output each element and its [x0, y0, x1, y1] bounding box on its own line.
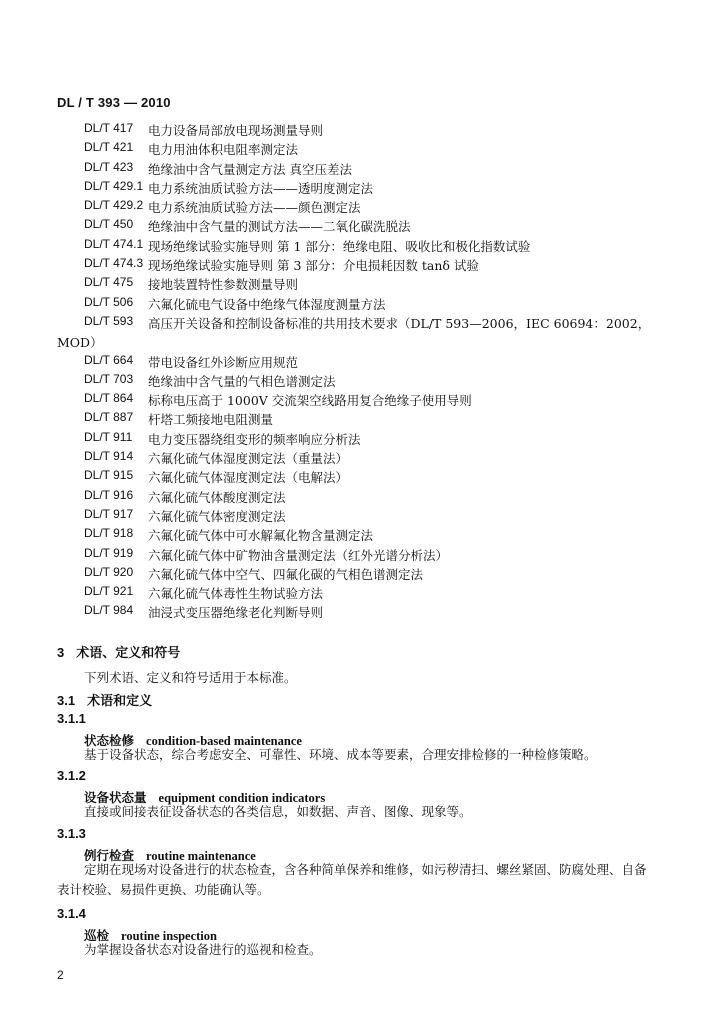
- reference-item: [0, 275, 701, 294]
- term-definition: 定期在现场对设备进行的状态检查，含各种简单保养和维修，如污秽清扫、螺丝紧固、防腐处理、自备表计校验、易损件更换、功能确认等。: [57, 862, 647, 897]
- reference-item: [0, 121, 701, 140]
- reference-title: 高压开关设备和控制设备标准的共用技术要求（DL/T 593—2006，IEC 60694：2002，: [148, 315, 651, 331]
- section-title: 术语、定义和符号: [76, 646, 181, 661]
- reference-code: DL/T 475: [84, 275, 134, 290]
- reference-code: DL/T 423: [84, 159, 134, 174]
- reference-item: [0, 256, 701, 275]
- term-en: routine maintenance: [146, 849, 256, 863]
- reference-item: [0, 565, 701, 584]
- reference-item: [0, 430, 701, 449]
- reference-item: [0, 160, 701, 179]
- reference-title: 绝缘油中含气量的气相色谱测定法: [148, 373, 336, 389]
- page-number: 2: [57, 968, 64, 982]
- reference-title: 油浸式变压器绝缘老化判断导则: [148, 605, 324, 621]
- reference-code: DL/T 506: [84, 294, 134, 309]
- term-definition: 直接或间接表征设备状态的各类信息，如数据、声音、图像、现象等。: [84, 804, 472, 819]
- term-zh: 状态检修: [84, 733, 135, 748]
- reference-title: 六氟化硫气体湿度测定法（电解法）: [148, 470, 349, 486]
- reference-title: 电力用油体积电阻率测定法: [148, 142, 299, 158]
- reference-item: [0, 507, 701, 526]
- reference-title: 现场绝缘试验实施导则 第 3 部分：介电损耗因数 tanδ 试验: [148, 258, 479, 274]
- reference-code: DL/T 593: [84, 313, 134, 328]
- reference-code: DL/T 417: [84, 121, 134, 135]
- term-number-text: 3.1.3: [57, 826, 86, 841]
- term-definition: 为掌握设备状态对设备进行的巡视和检查。: [84, 942, 322, 957]
- term-zh: 例行检查: [84, 848, 135, 863]
- term-en: equipment condition indicators: [158, 791, 326, 805]
- reference-code: DL/T 703: [84, 371, 134, 386]
- reference-title: 六氟化硫电气设备中绝缘气体湿度测量方法: [148, 296, 386, 312]
- term-number: [57, 826, 86, 842]
- reference-code: DL/T 864: [84, 391, 134, 406]
- reference-title: 电力系统油质试验方法——透明度测定法: [148, 180, 374, 196]
- reference-title: 绝缘油中含气量的测试方法——二氧化碳洗脱法: [148, 219, 411, 235]
- reference-title: 电力系统油质试验方法——颜色测定法: [148, 200, 361, 216]
- reference-title: 六氟化硫气体中可水解氟化物含量测定法: [148, 528, 374, 544]
- section-number: 3: [57, 645, 65, 660]
- reference-code: DL/T 474.3: [84, 256, 144, 271]
- reference-title: 接地装置特性参数测量导则: [148, 277, 299, 293]
- reference-code: DL/T 921: [84, 584, 134, 599]
- reference-item: [0, 468, 701, 487]
- term-en: condition-based maintenance: [146, 734, 302, 748]
- reference-code: DL/T 421: [84, 140, 134, 155]
- term-zh: 设备状态量: [84, 790, 147, 805]
- subsection-number: 3.1: [57, 693, 76, 708]
- term-zh: 巡检: [84, 928, 110, 943]
- reference-item: [0, 179, 701, 198]
- term-number: [57, 906, 86, 922]
- section-3-heading: [57, 642, 180, 661]
- reference-code: DL/T 916: [84, 487, 134, 502]
- term-number-text: 3.1.4: [57, 906, 86, 921]
- reference-item: [0, 584, 701, 603]
- reference-title: 标称电压高于 1000V 交流架空线路用复合绝缘子使用导则: [148, 393, 472, 409]
- reference-item: [0, 410, 701, 429]
- reference-title: 电力设备局部放电现场测量导则: [148, 123, 324, 138]
- reference-item: [0, 449, 701, 468]
- reference-item: [0, 353, 701, 372]
- term-number: [57, 768, 86, 784]
- reference-title-continuation: MOD）: [57, 335, 103, 351]
- reference-code: DL/T 984: [84, 603, 134, 618]
- reference-item: [0, 140, 701, 159]
- section-intro: 下列术语、定义和符号适用于本标准。: [84, 670, 297, 685]
- term-number-text: 3.1.1: [57, 711, 86, 726]
- term-number-text: 3.1.2: [57, 768, 86, 783]
- reference-code: DL/T 450: [84, 217, 134, 232]
- reference-code: DL/T 919: [84, 545, 134, 560]
- reference-item: [0, 391, 701, 410]
- reference-item: [0, 603, 701, 622]
- reference-code: DL/T 917: [84, 506, 134, 521]
- normative-references-list: [0, 121, 701, 623]
- reference-title: 六氟化硫气体酸度测定法: [148, 489, 286, 505]
- reference-item: [0, 488, 701, 507]
- reference-title: 六氟化硫气体密度测定法: [148, 508, 286, 524]
- reference-title: 六氟化硫气体中空气、四氟化碳的气相色谱测定法: [148, 566, 424, 582]
- reference-code: DL/T 474.1: [84, 236, 144, 251]
- reference-item: [0, 295, 701, 314]
- reference-item: [0, 314, 701, 353]
- reference-code: DL/T 429.2: [84, 198, 144, 213]
- reference-title: 带电设备红外诊断应用规范: [148, 354, 299, 370]
- reference-item: [0, 217, 701, 236]
- standard-header: DL / T 393 — 2010: [57, 95, 171, 110]
- reference-code: DL/T 911: [84, 429, 133, 444]
- reference-code: DL/T 920: [84, 564, 134, 579]
- term-en: routine inspection: [121, 929, 217, 943]
- subsection-title: 术语和定义: [87, 694, 153, 709]
- reference-title: 绝缘油中含气量测定方法 真空压差法: [148, 161, 352, 177]
- reference-code: DL/T 918: [84, 526, 134, 541]
- term-number: [57, 711, 86, 727]
- reference-code: DL/T 887: [84, 410, 134, 425]
- term-definition: 基于设备状态，综合考虑安全、可靠性、环境、成本等要素，合理安排检修的一种检修策略。: [84, 747, 597, 762]
- reference-code: DL/T 429.1: [84, 178, 144, 193]
- reference-code: DL/T 914: [84, 449, 134, 464]
- reference-item: [0, 237, 701, 256]
- reference-item: [0, 526, 701, 545]
- reference-title: 电力变压器绕组变形的频率响应分析法: [148, 431, 361, 447]
- reference-item: [0, 372, 701, 391]
- reference-item: [0, 546, 701, 565]
- reference-item: [0, 198, 701, 217]
- reference-title: 六氟化硫气体湿度测定法（重量法）: [148, 451, 349, 467]
- reference-code: DL/T 664: [84, 352, 134, 367]
- reference-code: DL/T 915: [84, 468, 134, 483]
- reference-title: 六氟化硫气体毒性生物试验方法: [148, 586, 324, 602]
- reference-title: 六氟化硫气体中矿物油含量测定法（红外光谱分析法）: [148, 547, 449, 563]
- subsection-3-1-heading: [57, 690, 152, 709]
- reference-title: 杆塔工频接地电阻测量: [148, 412, 274, 428]
- reference-title: 现场绝缘试验实施导则 第 1 部分：绝缘电阻、吸收比和极化指数试验: [148, 238, 531, 254]
